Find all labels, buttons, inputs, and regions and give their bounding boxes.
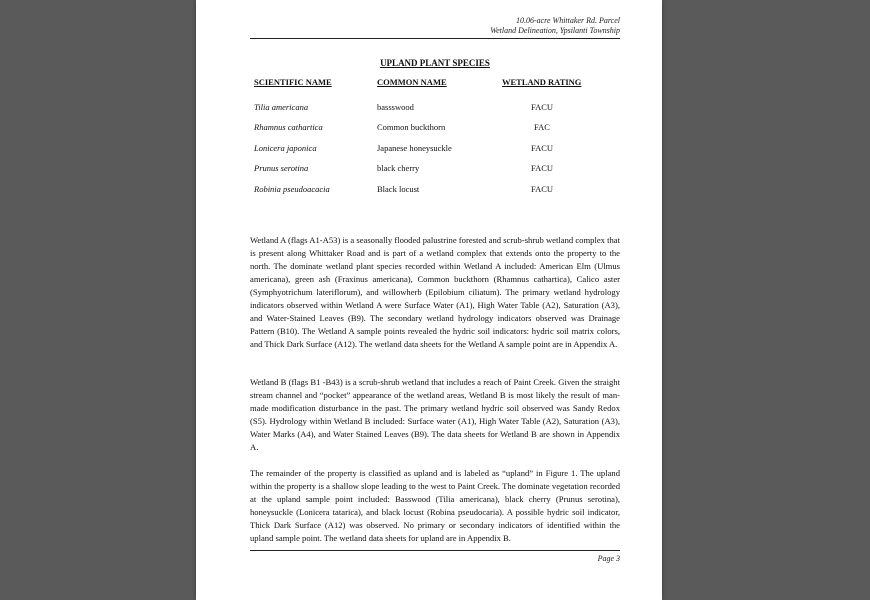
table-row <box>196 102 662 114</box>
scientific-name: Tilia americana <box>254 102 309 112</box>
table-row <box>196 143 662 155</box>
col-head-common: COMMON NAME <box>377 77 447 87</box>
common-name: Japanese honeysuckle <box>377 143 452 153</box>
common-name: bassswood <box>377 102 414 112</box>
wetland-rating: FACU <box>530 143 554 153</box>
wetland-rating: FACU <box>530 102 554 112</box>
header-line-1: 10.06-acre Whittaker Rd. Parcel <box>515 16 620 25</box>
table-row <box>196 163 662 175</box>
col-head-rating: WETLAND RATING <box>502 77 582 87</box>
paragraph-wetland-a: Wetland A (flags A1-A53) is a seasonally flooded palustrine forested and scrub-shrub wetland complex that is present along Whittaker Road and is part of a wetland complex that extends onto the property to the north. The dominate wetland plant species recorded within Wetland A included: American Elm (Ulmus americana), green ash (Fraxinus americana), Common buckthorn (Rhamnus cathartica), Calico aster (Symphyotrichum lateriflorum), and willowherb (Epilobium ciliatum). The primary wetland hydrology indicators observed within Wetland A were Surface Water (A1), High Water Table (A2), Saturation (A3), and Water-Stained Leaves (B9). The secondary wetland hydrology indicators observed was Drainage Pattern (B10). The Wetland A sample points revealed the hydric soil indicators: hydric soil matrix colors, and Thick Dark Surface (A12). The wetland data sheets for the Wetland A sample point are in Appendix A. <box>250 235 620 349</box>
running-header <box>250 16 620 36</box>
common-name: black cherry <box>377 163 420 173</box>
paragraph-wetland-b: Wetland B (flags B1 -B43) is a scrub-shrub wetland that includes a reach of Paint Creek. Given the straight stream channel and “pocket” appearance of the wetland areas, Wetland B is most likely the result of man-made modification disturbance in the past. The primary wetland hydric soil observed was Sandy Redox (S5). Hydrology within Wetland B included: Surface water (A1), High Water Table (A2), Saturation (A3), Water Marks (A4), and Water Stained Leaves (B9). The data sheets for Wetland B are shown in Appendix A. <box>250 377 620 452</box>
common-name: Common buckthorn <box>377 122 446 132</box>
paragraph-upland: The remainder of the property is classified as upland and is labeled as “upland” in Figure 1. The upland within the property is a shallow slope leading to the west to Paint Creek. The dominate vegetation recorded at the upland sample point included: Basswood (Tilia americana), black cherry (Prunus serotina), honeysuckle (Lonicera tatarica), and black locust (Robina pseudocaria). A possible hydric soil indicator, Thick Dark Surface (A12) was observed. No primary or secondary indicators of identified within the upland sample point. The wetland data sheets for upland are in Appendix B. <box>250 468 620 543</box>
scientific-name: Prunus serotina <box>254 163 309 173</box>
scientific-name: Lonicera japonica <box>254 143 317 153</box>
wetland-rating: FACU <box>530 163 554 173</box>
header-line-2: Wetland Delineation, Ypsilanti Township <box>490 26 620 35</box>
wetland-rating: FAC <box>534 122 550 132</box>
page-number: Page 3 <box>597 554 620 563</box>
col-head-scientific: SCIENTIFIC NAME <box>254 77 332 87</box>
common-name: Black locust <box>377 184 420 194</box>
wetland-rating: FACU <box>530 184 554 194</box>
document-page <box>196 0 662 600</box>
scientific-name: Robinia pseudoacacia <box>254 184 330 194</box>
table-title: UPLAND PLANT SPECIES <box>380 58 490 68</box>
scientific-name: Rhamnus cathartica <box>254 122 323 132</box>
header-rule <box>250 38 620 39</box>
table-row <box>196 184 662 196</box>
footer-rule <box>250 550 620 551</box>
table-row <box>196 122 662 134</box>
